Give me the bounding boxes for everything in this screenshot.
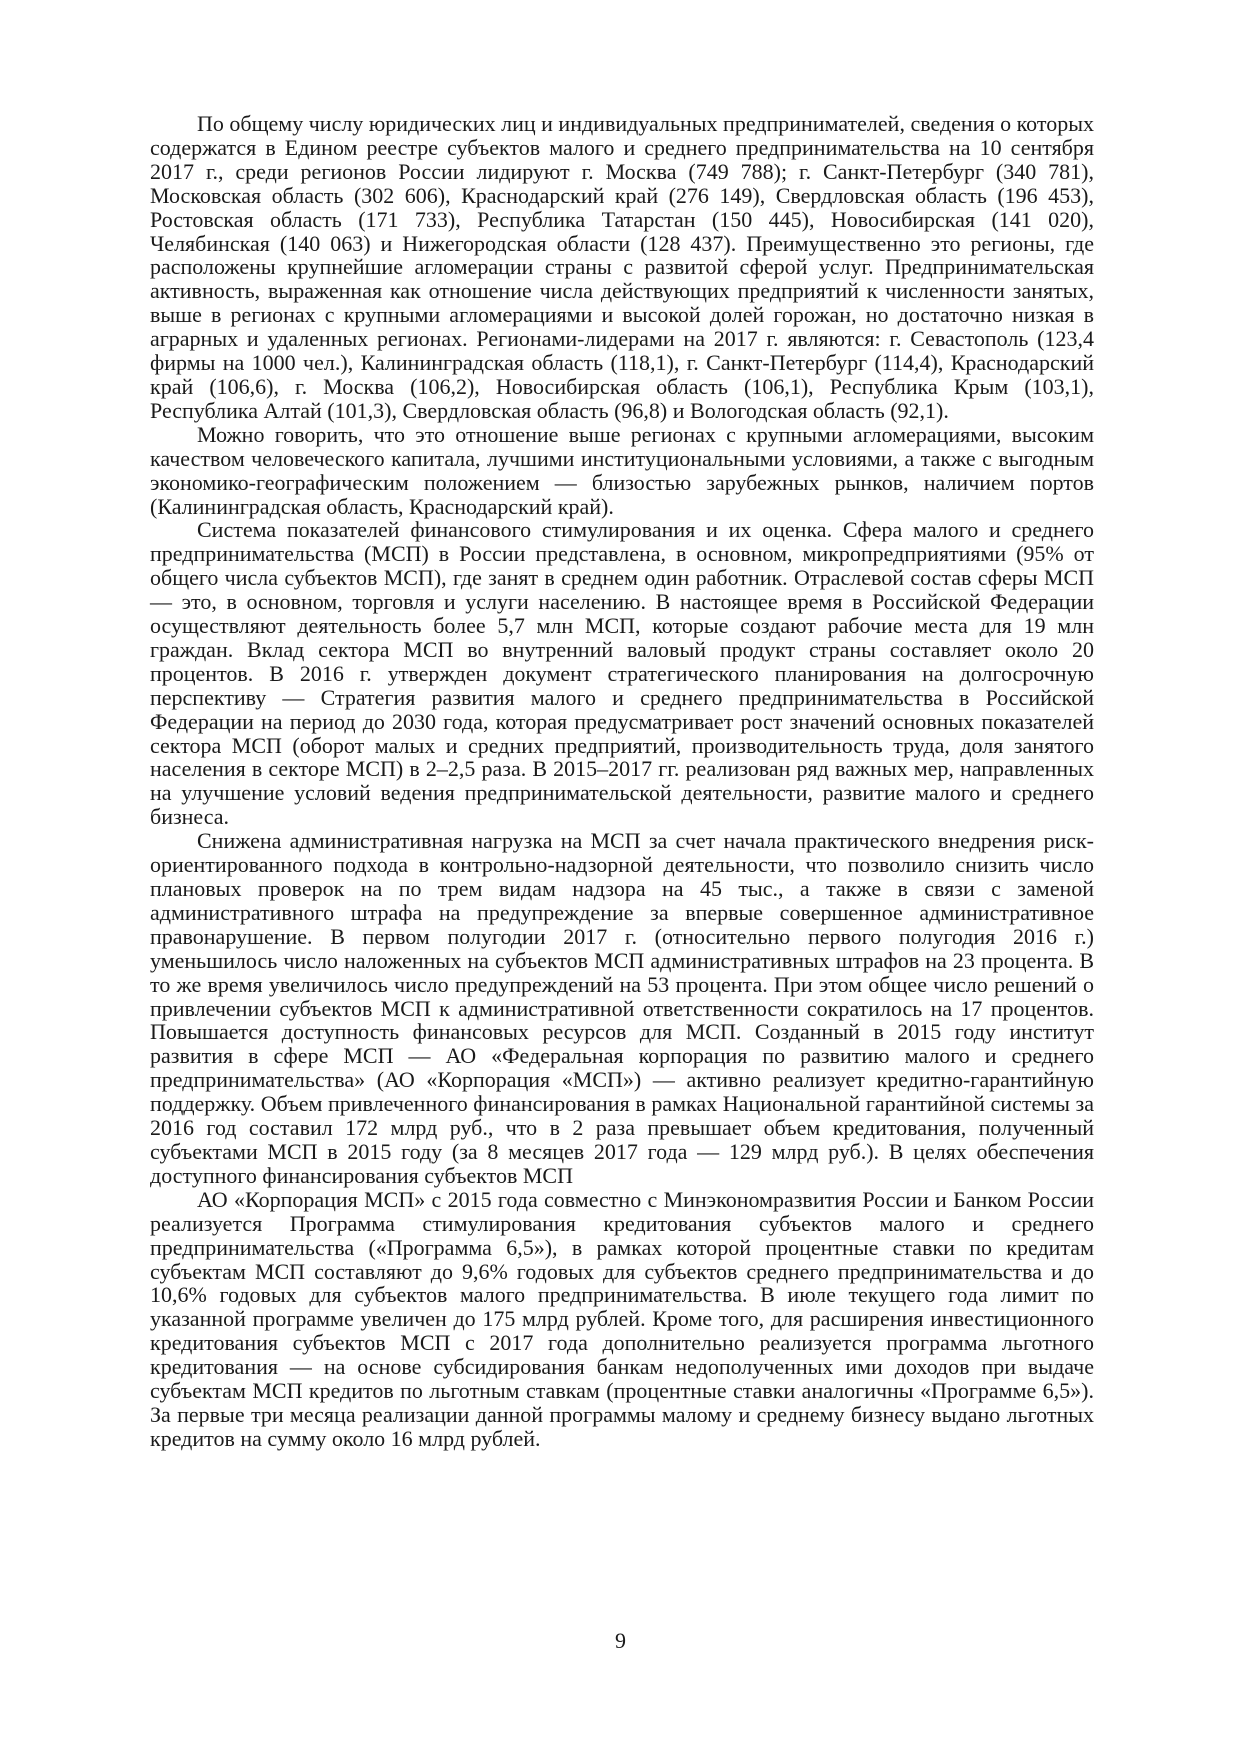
paragraph-regions-leaders: По общему числу юридических лиц и индивидуальных предпринимателей, сведения о которых содержатся в Едином реестре субъектов малого и среднего предпринимательства на 10 сентября 2017 г., среди регионов России лидируют г. Москва (749 788); г. Санкт-Петербург (340 781), Московская область (302 606), Краснодарский край (276 149), Свердловская область (196 453), Ростовская область (171 733), Республика Татарстан (150 445), Новосибирская (141 020), Челябинская (140 063) и Нижегородская области (128 437). Преимущественно это регионы, где расположены крупнейшие агломерации страны с развитой сферой услуг. Предпринимательская активность, выраженная как отношение числа действующих предприятий к численности занятых, выше в регионах с крупными агломерациями и высокой долей горожан, но достаточно низкая в аграрных и удаленных регионах. Регионами-лидерами на 2017 г. являются: г. Севастополь (123,4 фирмы на 1000 чел.), Калининградская область (118,1), г. Санкт-Петербург (114,4), Краснодарский край (106,6), г. Москва (106,2), Новосибирская область (106,1), Республика Крым (103,1), Республика Алтай (101,3), Свердловская область (96,8) и Вологодская область (92,1). xyxy=(150,111,1094,423)
paragraph-administrative-burden: Снижена административная нагрузка на МСП за счет начала практического внедрения риск-ориентированного подхода в контрольно-надзорной деятельности, что позволило снизить число плановых проверок на по трем видам надзора на 45 тыс., а также в связи с заменой административного штрафа на предупреждение за впервые совершенное административное правонарушение. В первом полугодии 2017 г. (относительно первого полугодия 2016 г.) уменьшилось число наложенных на субъектов МСП административных штрафов на 23 процента. В то же время увеличилось число предупреждений на 53 процента. При этом общее число решений о привлечении субъектов МСП к административной ответственности сократилось на 17 процентов. Повышается доступность финансовых ресурсов для МСП. Созданный в 2015 году институт развития в сфере МСП — АО «Федеральная корпорация по развитию малого и среднего предпринимательства» (АО «Корпорация «МСП») — активно реализует кредитно-гарантийную поддержку. Объем привлеченного финансирования в рамках Национальной гарантийной системы за 2016 год составил 172 млрд руб., что в 2 раза превышает объем кредитования, полученный субъектами МСП в 2015 году (за 8 месяцев 2017 года — 129 млрд руб.). В целях обеспечения доступного финансирования субъектов МСП xyxy=(150,828,1094,1188)
document-body xyxy=(150,112,1094,1451)
page-number: 9 xyxy=(615,1628,626,1653)
paragraph-financial-indicators: Система показателей финансового стимулирования и их оценка. Сфера малого и среднего предпринимательства (МСП) в России представлена, в основном, микропредприятиями (95% от общего числа субъектов МСП), где занят в среднем один работник. Отраслевой состав сферы МСП — это, в основном, торговля и услуги населению. В настоящее время в Российской Федерации осуществляют деятельность более 5,7 млн МСП, которые создают рабочие места для 19 млн граждан. Вклад сектора МСП во внутренний валовый продукт страны составляет около 20 процентов. В 2016 г. утвержден документ стратегического планирования на долгосрочную перспективу — Стратегия развития малого и среднего предпринимательства в Российской Федерации на период до 2030 года, которая предусматривает рост значений основных показателей сектора МСП (оборот малых и средних предприятий, производительность труда, доля занятого населения в секторе МСП) в 2–2,5 раза. В 2015–2017 гг. реализован ряд важных мер, направленных на улучшение условий ведения предпринимательской деятельности, развитие малого и среднего бизнеса. xyxy=(150,517,1094,830)
paragraph-corporation-msp: АО «Корпорация МСП» с 2015 года совместно с Минэкономразвития России и Банком России реализуется Программа стимулирования кредитования субъектов малого и среднего предпринимательства («Программа 6,5»), в рамках которой процентные ставки по кредитам субъектам МСП составляют до 9,6% годовых для субъектов среднего предпринимательства и до 10,6% годовых для субъектов малого предпринимательства. В июле текущего года лимит по указанной программе увеличен до 175 млрд рублей. Кроме того, для расширения инвестиционного кредитования субъектов МСП с 2017 года дополнительно реализуется программа льготного кредитования — на основе субсидирования банкам недополученных ими доходов при выдаче субъектам МСП кредитов по льготным ставкам (процентные ставки аналогичны «Программе 6,5»). За первые три месяца реализации данной программы малому и среднему бизнесу выдано льготных кредитов на сумму около 16 млрд рублей. xyxy=(150,1186,1094,1451)
paragraph-agglomerations: Можно говорить, что это отношение выше регионах с крупными агломерациями, высоким качеством человеческого капитала, лучшими институциональными условиями, а также с выгодным экономико-географическим положением — близостью зарубежных рынков, наличием портов (Калининградская область, Краснодарский край). xyxy=(150,421,1094,519)
